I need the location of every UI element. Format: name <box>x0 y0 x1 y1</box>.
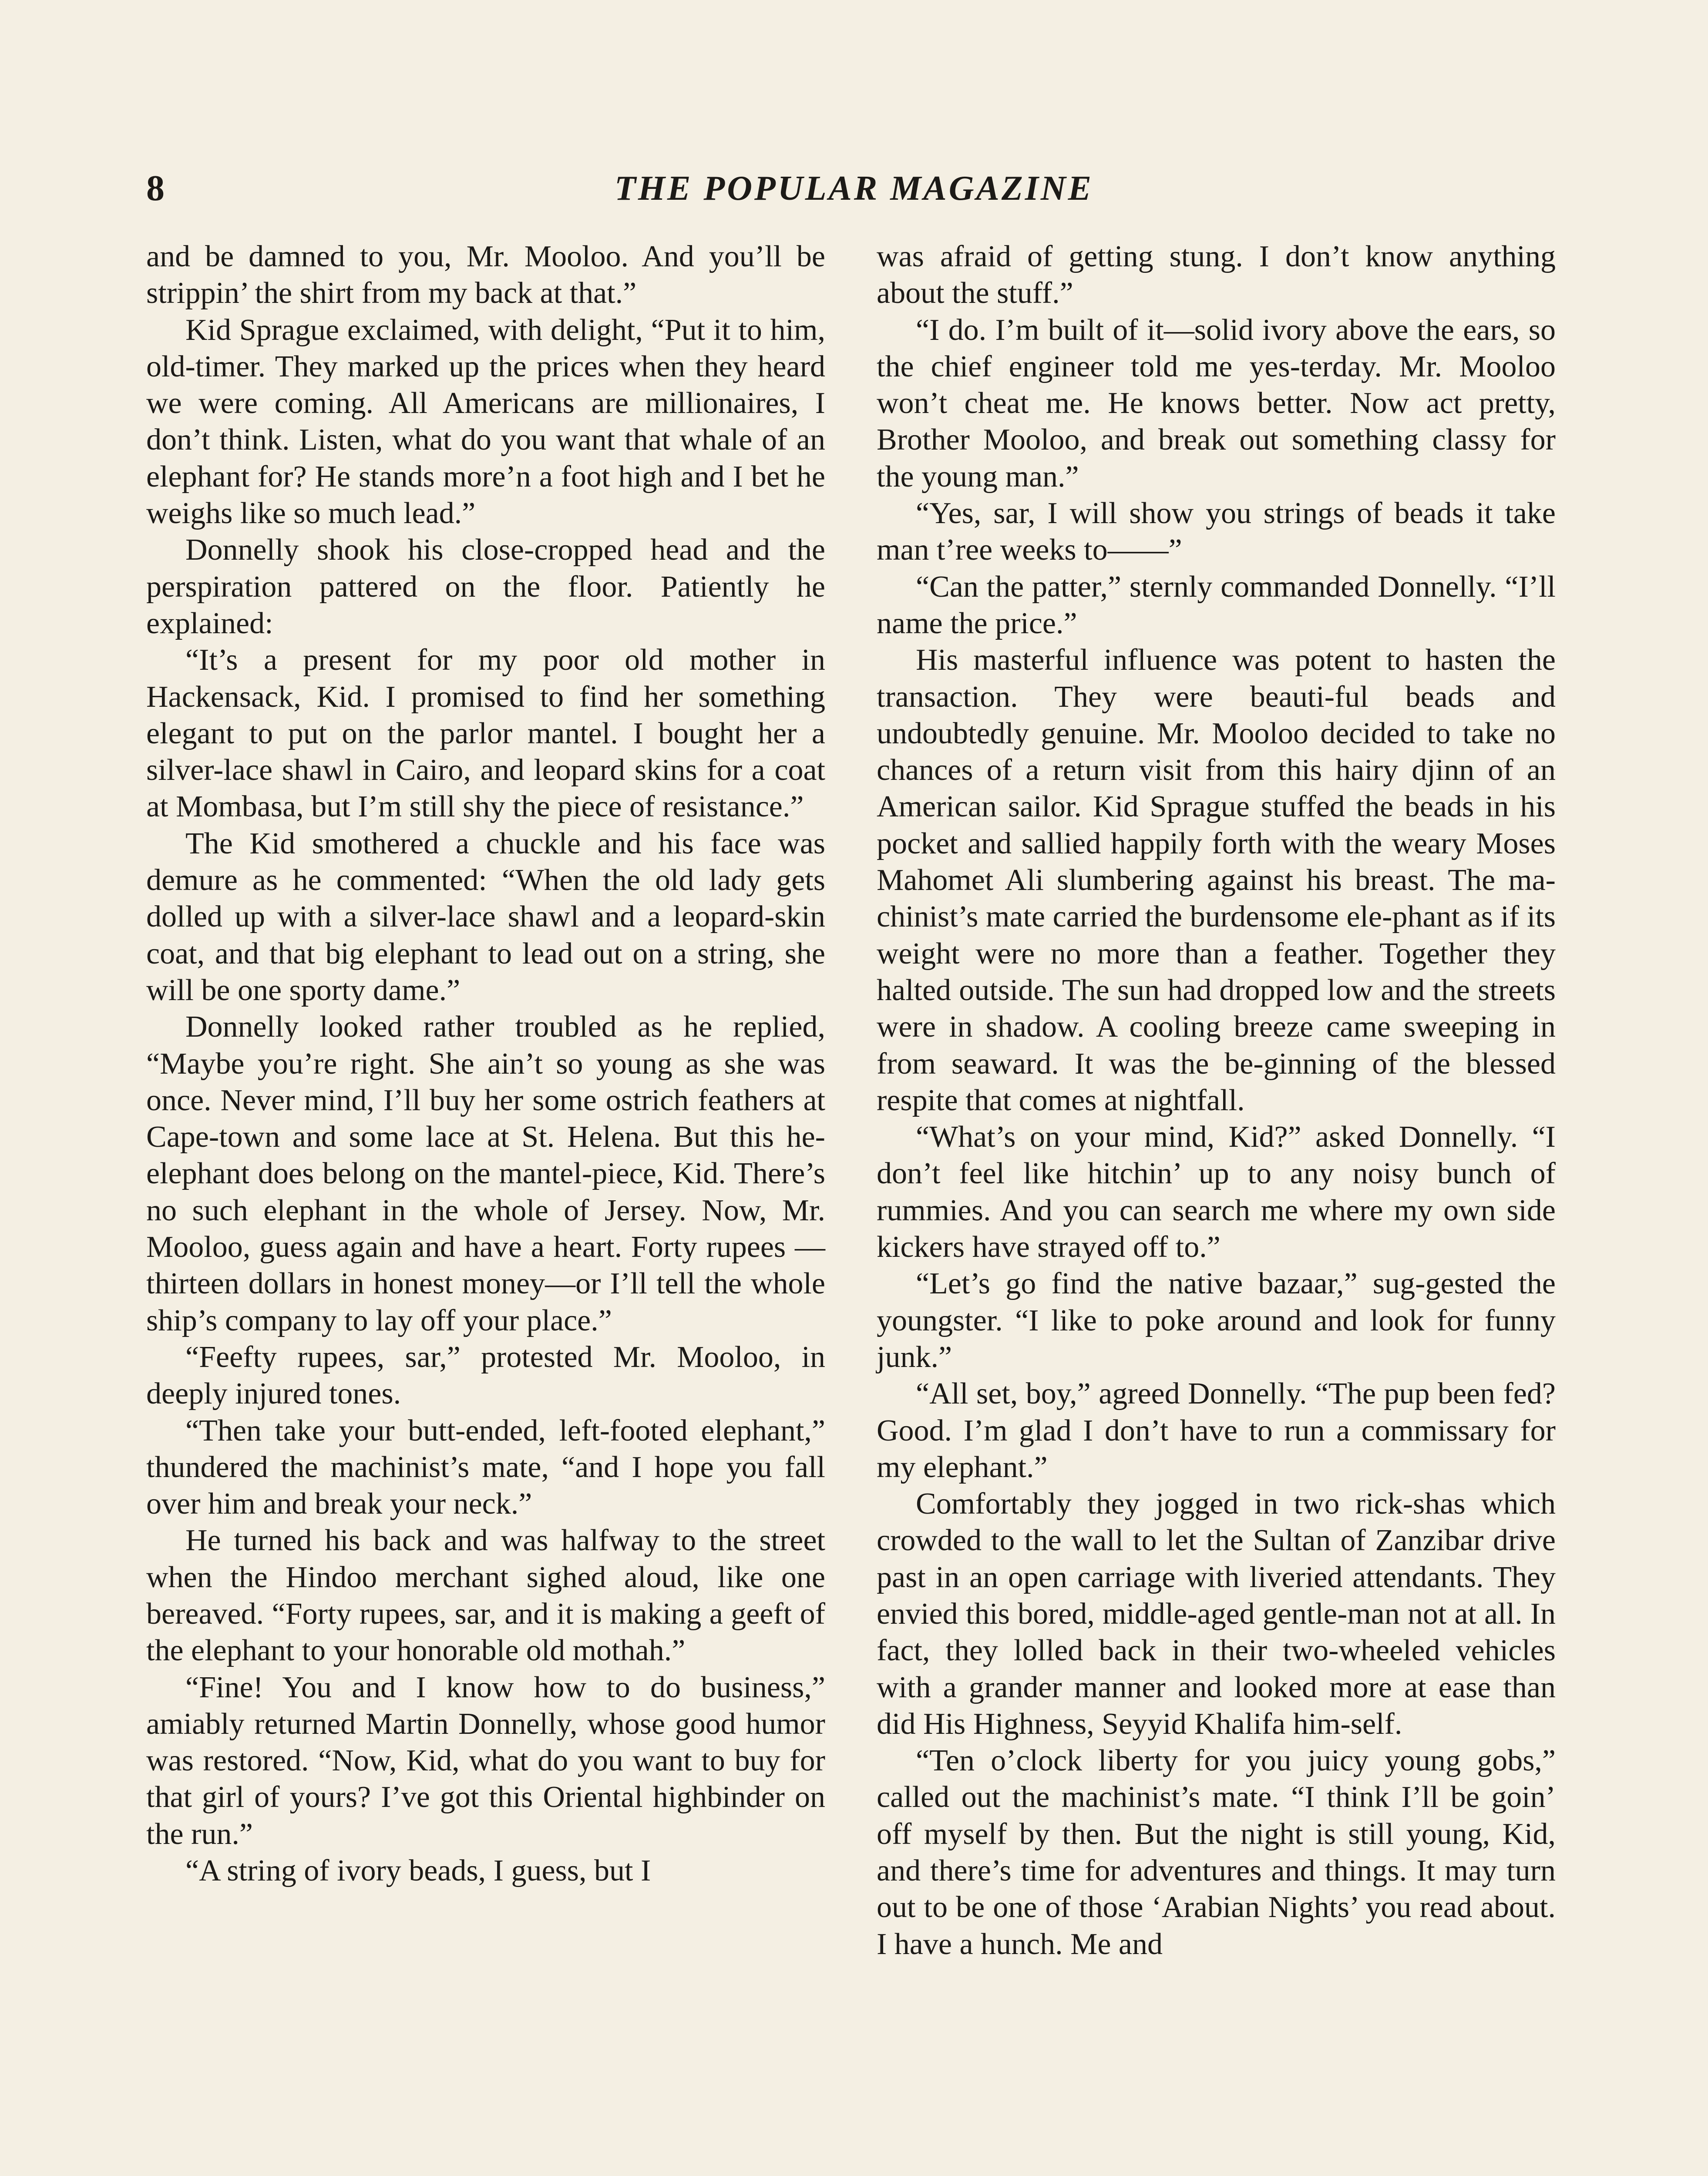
magazine-title: THE POPULAR MAGAZINE <box>614 169 1094 208</box>
paragraph: and be damned to you, Mr. Mooloo. And you’ll be strippin’ the shirt from my back at that.” <box>146 240 825 310</box>
paragraph: “Let’s go find the native bazaar,” sug-gested the youngster. “I like to poke around and look for funny junk.” <box>877 1267 1556 1374</box>
paragraph: “I do. I’m built of it—solid ivory above the ears, so the chief engineer told me yes-terday. Mr. Mooloo won’t cheat me. He knows better. Now act pretty, Brother Mooloo, and break out something classy for the young man.” <box>877 313 1556 494</box>
paragraph: His masterful influence was potent to hasten the transaction. They were beauti-ful beads and undoubtedly genuine. Mr. Mooloo decided to take no chances of a return visit from this hairy djinn of an American sailor. Kid Sprague stuffed the beads in his pocket and sallied happily forth with the weary Moses Mahomet Ali slumbering against his breast. The ma-chinist’s mate carried the burdensome ele-phant as if its weight were no more than a feather. Together they halted outside. The sun had dropped low and the streets were in shadow. A cooling breeze came sweeping in from seaward. It was the be-ginning of the blessed respite that comes at nightfall. <box>877 643 1556 1117</box>
paragraph: “Can the patter,” sternly commanded Donnelly. “I’ll name the price.” <box>877 570 1556 640</box>
paragraph: “All set, boy,” agreed Donnelly. “The pup been fed? Good. I’m glad I don’t have to run a commissary for my elephant.” <box>877 1377 1556 1484</box>
paragraph: “A string of ivory beads, I guess, but I <box>185 1854 651 1888</box>
paragraph: The Kid smothered a chuckle and his face was demure as he commented: “When the old lady gets dolled up with a silver-lace shawl and a leopard-skin coat, and that big elephant to lead out on a string, she will be one sporty dame.” <box>146 826 825 1007</box>
paragraph: “It’s a present for my poor old mother in Hackensack, Kid. I promised to find her something elegant to put on the parlor mantel. I bought her a silver-lace shawl in Cairo, and leopard skins for a coat at Mombasa, but I’m still shy the piece of resistance.” <box>146 643 825 824</box>
page-number: 8 <box>146 168 165 208</box>
left-column <box>146 238 825 1889</box>
paragraph: “Feefty rupees, sar,” protested Mr. Mooloo, in deeply injured tones. <box>146 1340 825 1411</box>
page-header <box>146 165 1562 212</box>
paragraph: “Ten o’clock liberty for you juicy young gobs,” called out the machinist’s mate. “I think I’ll be goin’ off myself by then. But the night is still young, Kid, and there’s time for adventures and things. It may turn out to be one of those ‘Arabian Nights’ you read about. I have a hunch. Me and <box>877 1744 1556 1961</box>
paragraph: He turned his back and was halfway to the street when the Hindoo merchant sighed aloud, like one bereaved. “Forty rupees, sar, and it is making a geeft of the elephant to your honorable old mothah.” <box>146 1524 825 1668</box>
paragraph: Comfortably they jogged in two rick-shas which crowded to the wall to let the Sultan of Zanzibar drive past in an open carriage with liveried attendants. They envied this bored, middle-aged gentle-man not at all. In fact, they lolled back in their two-wheeled vehicles with a grander manner and looked more at ease than did His Highness, Seyyid Khalifa him-self. <box>877 1487 1556 1741</box>
paragraph: Donnelly shook his close-cropped head and the perspiration pattered on the floor. Patiently he explained: <box>146 533 825 640</box>
right-column <box>877 238 1556 1963</box>
paragraph: “What’s on your mind, Kid?” asked Donnelly. “I don’t feel like hitchin’ up to any noisy bunch of rummies. And you can search me where my own side kickers have strayed off to.” <box>877 1120 1556 1264</box>
paragraph: Donnelly looked rather troubled as he replied, “Maybe you’re right. She ain’t so young as she was once. Never mind, I’ll buy her some ostrich feathers at Cape-town and some lace at St. Helena. But this he-elephant does belong on the mantel-piece, Kid. There’s no such elephant in the whole of Jersey. Now, Mr. Mooloo, guess again and have a heart. Forty rupees —thirteen dollars in honest money—or I’ll tell the whole ship’s company to lay off your place.” <box>146 1010 825 1337</box>
paragraph: Kid Sprague exclaimed, with delight, “Put it to him, old-timer. They marked up the prices when they heard we were coming. All Americans are millionaires, I don’t think. Listen, what do you want that whale of an elephant for? He stands more’n a foot high and I bet he weighs like so much lead.” <box>146 313 825 531</box>
paragraph: “Fine! You and I know how to do business,” amiably returned Martin Donnelly, whose good humor was restored. “Now, Kid, what do you want to buy for that girl of yours? I’ve got this Oriental highbinder on the run.” <box>146 1670 825 1851</box>
paragraph: was afraid of getting stung. I don’t know anything about the stuff.” <box>877 240 1556 310</box>
paragraph: “Yes, sar, I will show you strings of beads it take man t’ree weeks to——” <box>877 497 1556 567</box>
paragraph: “Then take your butt-ended, left-footed elephant,” thundered the machinist’s mate, “and I hope you fall over him and break your neck.” <box>146 1414 825 1521</box>
